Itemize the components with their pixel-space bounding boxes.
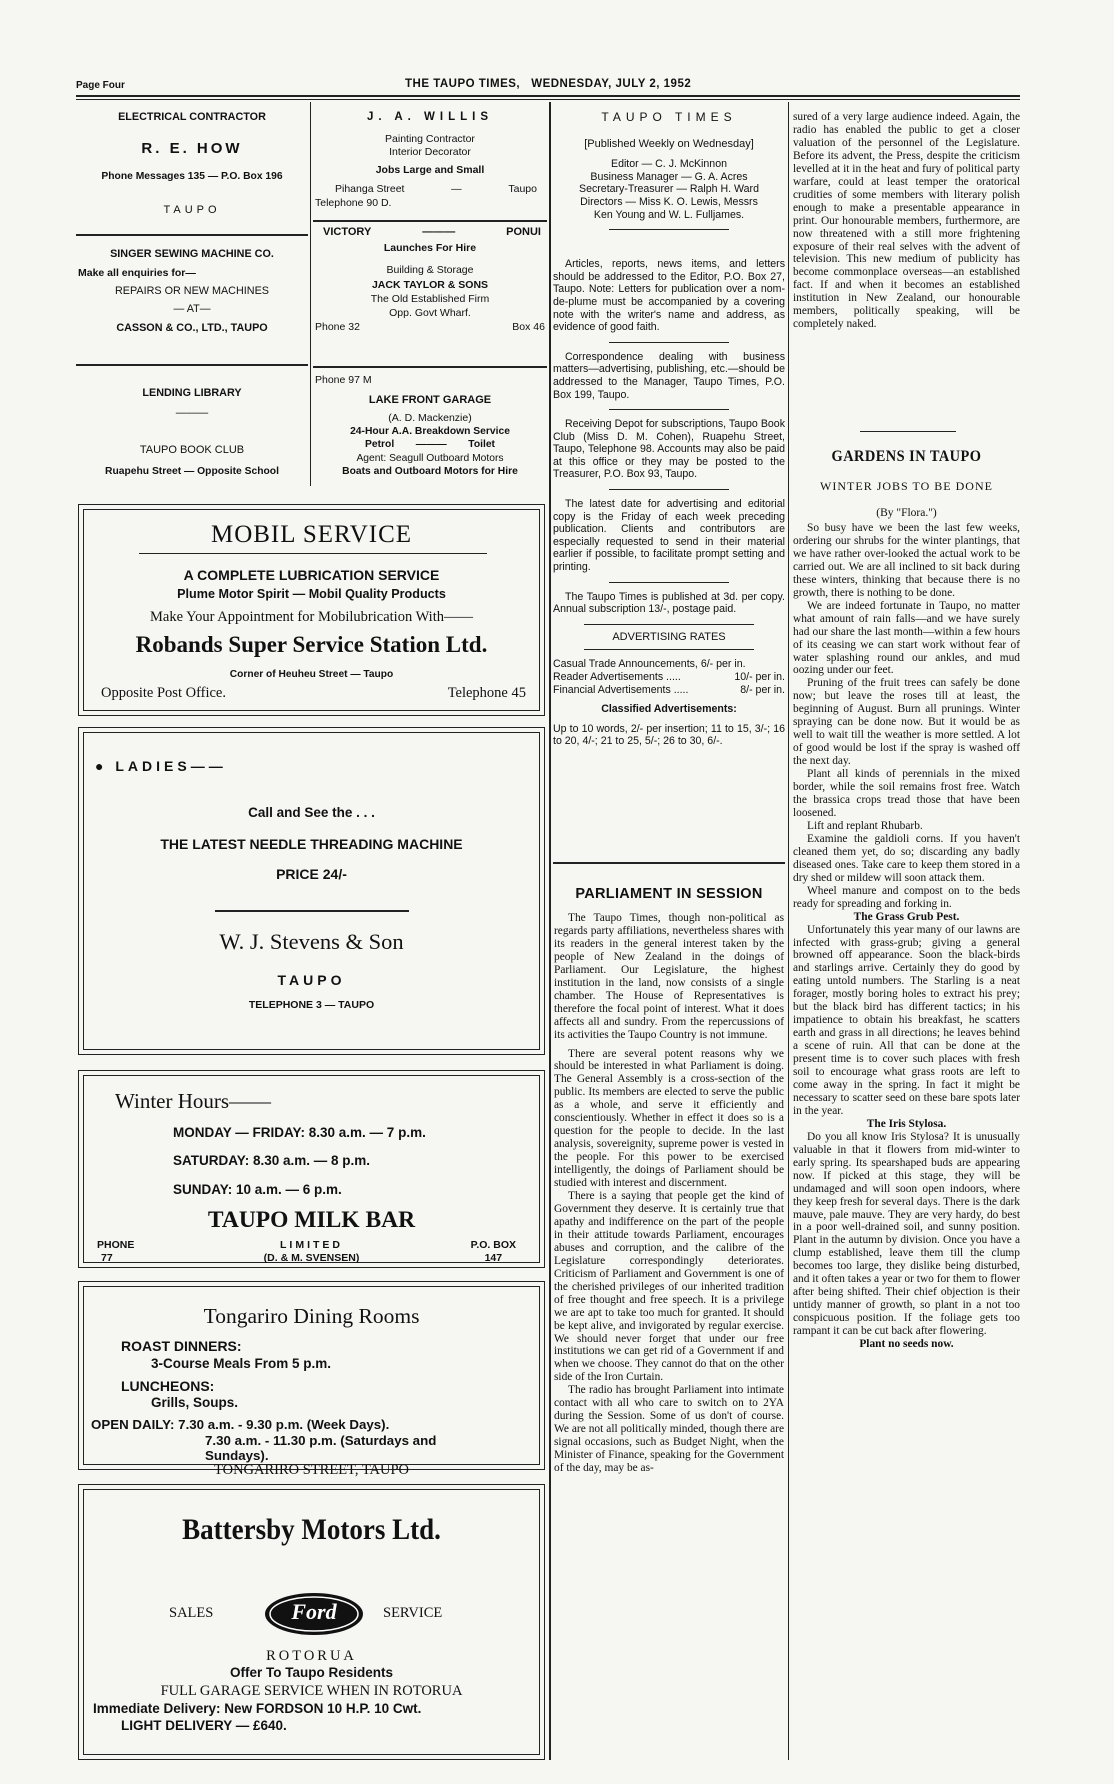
- ad-willis: [313, 108, 547, 216]
- article-paragraph: Pruning of the fruit trees can safely be done now; but leave the roses till at least, the beginning of August. Burn all prunings. Winter spraying can be done now. But it would be as well to wait till the weather is more settled. A lot of good would be lost if the spray is washed off the next day.: [793, 677, 1020, 768]
- ad-title: SINGER SEWING MACHINE CO.: [110, 248, 274, 260]
- ad-phone-block: PHONE 77: [97, 1239, 135, 1264]
- masthead-title: TAUPO TIMES: [601, 110, 737, 124]
- ad-title: LENDING LIBRARY: [142, 387, 242, 399]
- masthead-published: [Published Weekly on Wednesday]: [584, 137, 754, 150]
- ad-rule: [76, 364, 308, 366]
- ad-line: FULL GARAGE SERVICE WHEN IN ROTORUA: [160, 1683, 463, 1699]
- ad-mobil-service: [78, 504, 545, 716]
- ad-ladies-stevens: [78, 727, 545, 1055]
- page-number: Page Four: [76, 80, 125, 91]
- ad-line: JACK TAYLOR & SONS: [371, 279, 489, 291]
- ad-line: Corner of Heuheu Street — Taupo: [229, 669, 394, 680]
- ad-rule: [76, 234, 308, 236]
- article-parliament-continued: [793, 111, 1020, 331]
- ad-shop: W. J. Stevens & Son: [219, 929, 404, 954]
- ad-line: 7.30 a.m. - 11.30 p.m. (Saturdays and: [205, 1433, 437, 1448]
- byline: (By "Flora."): [876, 507, 937, 519]
- rate-row: Casual Trade Announcements, 6/- per in.: [553, 658, 746, 671]
- article-parliament: [554, 912, 784, 1475]
- ad-line: Make all enquiries for—: [78, 267, 196, 279]
- ad-line: Ruapehu Street — Opposite School: [105, 466, 279, 477]
- ad-line: 24-Hour A.A. Breakdown Service: [350, 426, 510, 437]
- ad-company: Robands Super Service Station Ltd.: [135, 632, 488, 657]
- ad-line: A COMPLETE LUBRICATION SERVICE: [183, 567, 440, 583]
- paper-name: THE TAUPO TIMES,: [405, 78, 521, 90]
- masthead-paragraph: The latest date for advertising and editorial copy is the Friday of each week preceding publication. Clients and contributors are especially requested to send in their material earlier if possible, to facilitate prompt setting and printing.: [553, 498, 785, 574]
- ad-rule: [313, 220, 547, 222]
- ad-lake-front-garage: [313, 370, 547, 486]
- masthead-paragraph: The Taupo Times is published at 3d. per copy. Annual subscription 13/-, postage paid.: [553, 590, 785, 616]
- ad-title: LAKE FRONT GARAGE: [368, 394, 492, 406]
- ad-box-block: P.O. BOX 147: [470, 1239, 516, 1264]
- ad-line: The Old Established Firm: [370, 293, 490, 305]
- ad-line: Jobs Large and Small: [375, 164, 485, 176]
- ad-name: J. A. WILLIS: [366, 111, 494, 123]
- ad-line: Interior Decorator: [389, 146, 471, 158]
- ad-line: (D. & M. SVENSEN): [263, 1252, 360, 1264]
- ad-line: Launches For Hire: [383, 242, 477, 254]
- ad-toilet: Toilet: [468, 439, 495, 450]
- ad-dash: —: [451, 183, 462, 195]
- ad-street: TONGARIRO STREET, TAUPO: [214, 1462, 409, 1478]
- article-paragraph: Examine the galdioli corns. If you haven't cleaned them yet, do so; discarding any badly diseased ones. Take care to keep them stored in a dry shed or mildew will soon attack them.: [793, 832, 1020, 884]
- staff-line: Ken Young and W. L. Fulljames.: [593, 208, 745, 221]
- ad-dash: ———: [422, 226, 456, 238]
- ad-line: REPAIRS OR NEW MACHINES: [115, 285, 269, 297]
- staff-line: Editor — C. J. McKinnon: [611, 158, 727, 171]
- ad-dash: ———: [415, 439, 447, 450]
- classified-title: Classified Advertisements:: [601, 703, 737, 716]
- ad-line: CASSON & CO., LTD., TAUPO: [116, 322, 268, 334]
- article-paragraph: The radio has brought Parliament into intimate contact with all who care to switch on to 2YA during the Session. Some of us don't of course. We are not all politically minded, though there are signal occasions, such as Budget Night, when the Minister of Finance, speaking for the Government of the day, may be as-: [554, 1384, 784, 1475]
- ford-logo-icon: [263, 1591, 365, 1637]
- classified-rates: Up to 10 words, 2/- per insertion; 11 to 15, 3/-; 16 to 20, 4/-; 21 to 25, 5/-; 26 to 30, 6/-.: [553, 722, 785, 748]
- ad-line: Grills, Soups.: [151, 1395, 239, 1410]
- article-paragraph: We are indeed fortunate in Taupo, no matter what amount of rain falls—and we have surely had our share the last month—within a few hours of its ceasing we can start work without fear of water splashing round our ankles, and mud oozing under our feet.: [793, 599, 1020, 677]
- ad-name: R. E. HOW: [141, 140, 243, 157]
- ad-town: TAUPO: [277, 972, 346, 988]
- rates-title: ADVERTISING RATES: [612, 630, 726, 643]
- rate-row: Financial Advertisements ..... 8/- per in.: [553, 683, 785, 696]
- ad-phone: Telephone 90 D.: [315, 197, 392, 209]
- ad-price: PRICE 24/-: [276, 866, 347, 882]
- ad-line: Offer To Taupo Residents: [229, 1665, 393, 1680]
- ad-line: LIMITED: [280, 1239, 343, 1251]
- ad-right: Telephone 45: [447, 685, 526, 701]
- ad-title: ● LADIES——: [95, 758, 227, 774]
- article-paragraph: So busy have we been the last few weeks, ordering our shrubs for the winter plantings, that we have rather over-looked the actual work to be carried out. We are all inclined to sit back during these winters, thinking that because there is no growth, there is nothing to be done.: [793, 522, 1020, 599]
- issue-date: WEDNESDAY, JULY 2, 1952: [531, 78, 692, 90]
- rate-row: Reader Advertisements ..... 10/- per in.: [553, 671, 785, 683]
- ad-phone: Phone 32: [315, 321, 360, 333]
- ford-logo-text: Ford: [291, 1599, 337, 1624]
- header-rule: [76, 95, 1020, 97]
- ad-title: Battersby Motors Ltd.: [182, 1513, 441, 1546]
- ad-name: TAUPO MILK BAR: [207, 1207, 416, 1233]
- ad-line: Make Your Appointment for Mobilubrication With——: [150, 609, 473, 625]
- header-rule-2: [76, 99, 1020, 100]
- ad-left: VICTORY: [323, 226, 372, 238]
- article-paragraph: Wheel manure and compost on to the beds ready for spreading and forking in.: [793, 884, 1020, 910]
- masthead-paragraph: Correspondence dealing with business matters—advertising, publishing, etc.—should be addressed to the Manager, Taupo Times, P.O. Box 199, Taupo.: [553, 350, 785, 401]
- ad-town: ROTORUA: [266, 1648, 357, 1664]
- ad-singer-sewing: [76, 240, 308, 350]
- ad-service: SERVICE: [383, 1605, 443, 1621]
- ad-town: TAUPO: [163, 204, 221, 216]
- article-paragraph: Do you all know Iris Stylosa? It is unusually valuable in that it flowers from mid-winter to early spring. Its spearshaped buds are appearing now. If picked at this stage, they will be undamaged and will soon open indoors, where they keep fresh for several days. There is the dark mauve, pale mauve. They are very hardy, do best in a poor well-drained soil, and sunny position. Plant in the autumn by division. Once you have a clump established, leave them till the clump becomes too large, they dislike being disturbed, and it often takes a year or two for them to flower after being shifted. Their chief objection is their untidy manner of growth, so plant in a not too conspicuous position. If the foliage gets too rampant it can be cut back after flowering.: [793, 1130, 1020, 1338]
- ad-title: Tongariro Dining Rooms: [203, 1304, 420, 1328]
- subhead-iris: The Iris Stylosa.: [866, 1117, 947, 1130]
- ad-line: Call and See the . . .: [248, 805, 375, 820]
- staff-line: Secretary-Treasurer — Ralph H. Ward: [579, 183, 759, 196]
- ad-phone: Phone 97 M: [315, 374, 372, 386]
- masthead-paragraph: Receiving Depot for subscriptions, Taupo Book Club (Miss D. M. Cohen), Ruapehu Street, Taupo, Telephone 98. Accounts may also be paid at this office or they may be posted to the Treasurer, P.O. Box 93, Taupo.: [553, 418, 785, 481]
- ad-line: Sundays).: [205, 1448, 269, 1463]
- ad-phone: Phone Messages 135 — P.O. Box 196: [101, 171, 283, 182]
- ad-line: ROAST DINNERS:: [121, 1338, 242, 1354]
- ad-lending-library: [76, 370, 308, 486]
- headline-gardens: GARDENS IN TAUPO: [831, 448, 982, 465]
- headline-parliament: PARLIAMENT IN SESSION: [575, 886, 763, 902]
- article-paragraph: The Taupo Times, though non-political as regards party affiliations, nevertheless shares with its readers in the general interest taken by the people of New Zealand in the doings of Parliament. Our Legislature, the highest institution in the land, now consists of a single chamber. The House of Representatives is therefore the focal point of interest. What it does affects all and sundry. From the repercussions of its activities the Taupo Country is not immune.: [554, 912, 784, 1041]
- column-rule-3: [788, 102, 789, 1760]
- ad-rule-text: ———: [175, 407, 209, 419]
- staff-line: Directors — Miss K. O. Lewis, Messrs: [580, 195, 758, 208]
- ad-line: OPEN DAILY: 7.30 a.m. - 9.30 p.m. (Week Days).: [91, 1417, 390, 1432]
- ad-heading: ELECTRICAL CONTRACTOR: [118, 111, 266, 123]
- ad-line: Agent: Seagull Outboard Motors: [356, 453, 504, 464]
- article-paragraph: Plant all kinds of perennials in the mixed border, while the soil remains frost free. Watch the brassica crops tread those that have been loosened.: [793, 768, 1020, 819]
- ad-taupo-milk-bar: [78, 1070, 545, 1268]
- subhead-grass-grub: The Grass Grub Pest.: [853, 910, 960, 923]
- ad-victory-ponui: [313, 224, 547, 354]
- ad-line: Immediate Delivery: New FORDSON 10 H.P. 10 Cwt.: [93, 1701, 422, 1716]
- article-paragraph: Lift and replant Rhubarb.: [807, 819, 923, 832]
- ad-sales: SALES: [169, 1605, 214, 1621]
- ad-title: MOBIL SERVICE: [210, 521, 413, 548]
- ad-line: 3-Course Meals From 5 p.m.: [151, 1356, 332, 1371]
- ad-line: Plume Motor Spirit — Mobil Quality Products: [177, 587, 446, 601]
- column-rule-1: [310, 102, 311, 486]
- ad-battersby-motors: [78, 1484, 545, 1760]
- ad-line: THE LATEST NEEDLE THREADING MACHINE: [160, 836, 463, 852]
- article-gardens: [793, 522, 1020, 1351]
- article-paragraph: There is a saying that people get the kind of Government they deserve. It is certainly true that apathy and indifference on the part of the people in their attitude towards Parliament, encourages abuses and corruption, and the calibre of the Legislature correspondingly deteriorates. Criticism of Parliament and Government is one of the cherished privileges of our inherited tradition of free thought and free speech. It is a privilege we are apt to take too much for granted. It should be kept alive, and invigorated by regular exercise. We should never forget that under our free institutions we can get rid of a Government if and when we choose. They cannot do that on the other side of the Iron Curtain.: [554, 1190, 784, 1384]
- subheadline-gardens: WINTER JOBS TO BE DONE: [820, 479, 993, 493]
- ad-line: Painting Contractor: [385, 133, 475, 145]
- ad-line: (A. D. Mackenzie): [388, 412, 472, 424]
- ad-petrol: Petrol: [365, 439, 395, 450]
- article-paragraph: Unfortunately this year many of our lawns are infected with grass-grub; giving a general browned off appearance. Soon the black-birds and starlings arrive. Certainly they do good by eating untold numbers. The Starling is a neat forager, mostly boring holes to extract his prey; but the black bird has different tactics; in his impatience to obtain his breakfast, he scatters earth and grass in all directions; he leaves behind a scene of ruin. All that can be done at the present time is to cover such places with fresh soil to encourage what grass roots are left to come away in the spring. In fact it might be necessary to scatter seed on these bare spots later in the year.: [793, 923, 1020, 1117]
- article-paragraph: There are several potent reasons why we should be interested in what Parliament is doing. The General Assembly is a cross-section of the public. Its members are elected to serve the public as a whole, and serve it efficiently and conscientiously. Whether in effect it does so is a question for the people to decide. In the last analysis, sovereignity, supreme power is vested in the people. For this power to be exercised intelligently, the doings of Parliament should be studied with interest and discernment.: [554, 1047, 784, 1190]
- ad-line: LUNCHEONS:: [121, 1378, 215, 1394]
- ad-line: Boats and Outboard Motors for Hire: [342, 466, 518, 477]
- ad-right: PONUI: [506, 226, 541, 238]
- ad-line: Opp. Govt Wharf.: [389, 307, 471, 319]
- masthead-line: [405, 78, 691, 90]
- ad-left: Opposite Post Office.: [101, 685, 226, 701]
- ad-line: — AT—: [173, 303, 211, 315]
- closing-line: Plant no seeds now.: [859, 1338, 954, 1351]
- hours-row: SATURDAY: 8.30 a.m. — 8 p.m.: [173, 1153, 371, 1168]
- column-rule-2: [549, 102, 551, 1760]
- ad-box: Box 46: [512, 321, 545, 333]
- ad-line: Building & Storage: [386, 264, 474, 276]
- ad-electrical-contractor: [76, 108, 308, 226]
- ad-street: Pihanga Street: [335, 183, 405, 195]
- ad-line: LIGHT DELIVERY — £640.: [121, 1718, 287, 1733]
- ad-tongariro-dining: [78, 1281, 545, 1478]
- article-paragraph: sured of a very large audience indeed. Again, the radio has enabled the public to get a closer valuation of the personnel of the Legislature. Before its advent, the Press, despite the criticism levelled at it in the heat and fury of political party warfare, could at least temper the oratorical crudities of some members with literary polish enough to make a presentable appearance in print. Our honourable members, furthermore, are now threatened with a still more frightening exposure of their real selves with the advent of television. This new medium of publicity has become commonplace overseas—an established fact. If and when it becomes an established institution in New Zealand, our honourable members, politically speaking, will be completely naked.: [793, 111, 1020, 331]
- masthead-paragraph: Articles, reports, news items, and letters should be addressed to the Editor, P.O. Box 27, Taupo. Note: Letters for publication over a nom-de-plume must be accompanied by a covering note with the writer's name and address, as evidence of good faith.: [553, 258, 785, 334]
- ad-line: TAUPO BOOK CLUB: [139, 444, 245, 456]
- staff-list: [553, 158, 785, 221]
- hours-row: SUNDAY: 10 a.m. — 6 p.m.: [173, 1182, 342, 1197]
- masthead-box: [553, 108, 785, 756]
- ad-town: Taupo: [508, 183, 537, 195]
- staff-line: Business Manager — G. A. Acres: [590, 170, 748, 183]
- ad-title: Winter Hours——: [115, 1089, 272, 1113]
- hours-row: MONDAY — FRIDAY: 8.30 a.m. — 7 p.m.: [173, 1125, 426, 1140]
- ad-rule: [313, 366, 547, 368]
- ad-line: TELEPHONE 3 — TAUPO: [248, 999, 375, 1011]
